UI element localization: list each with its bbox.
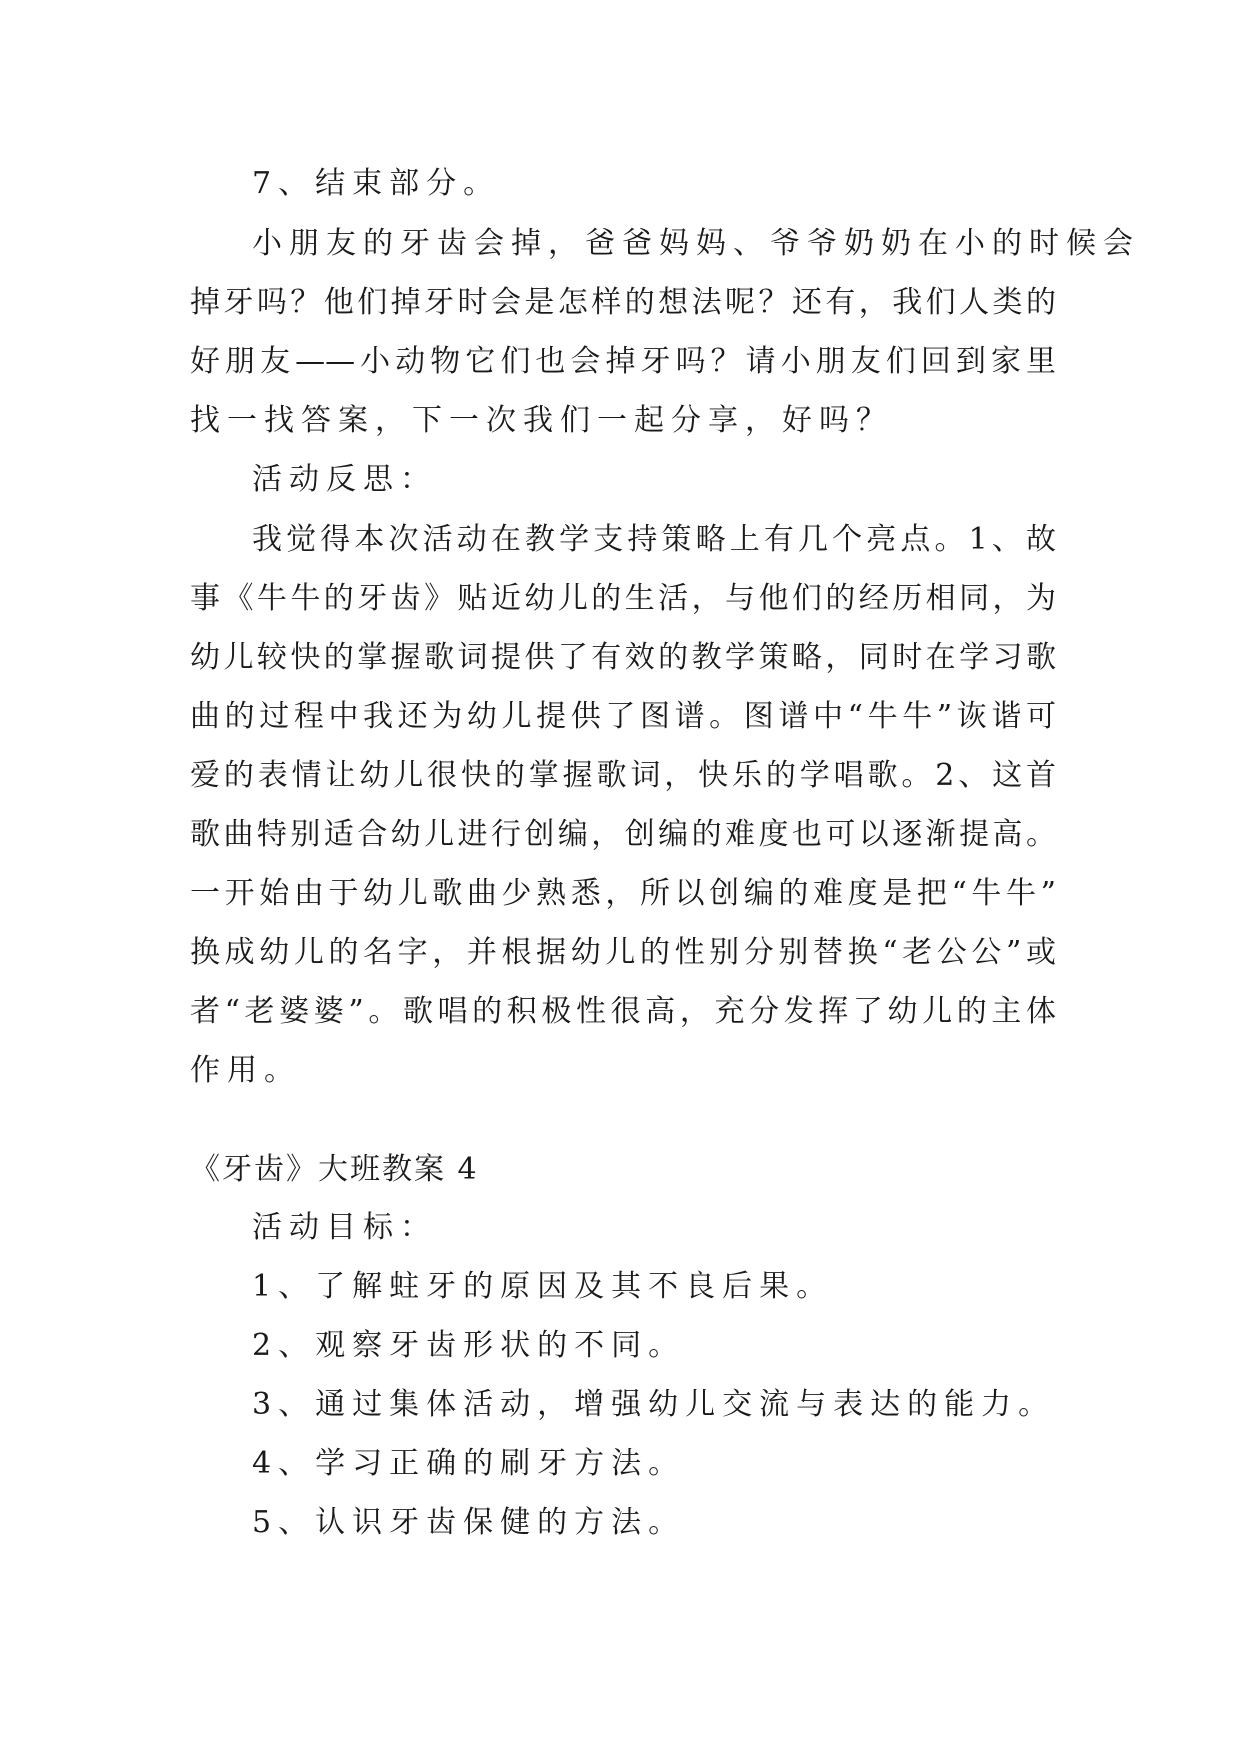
paragraph-line: 事《牛牛的牙齿》贴近幼儿的生活，与他们的经历相同，为 xyxy=(190,581,1056,616)
paragraph-line: 换成幼儿的名字，并根据幼儿的性别分别替换“老公公”或 xyxy=(190,935,1056,970)
goal-item: 2、观察牙齿形状的不同。 xyxy=(252,1328,686,1363)
paragraph-line: 爱的表情让幼儿很快的掌握歌词，快乐的学唱歌。2、这首 xyxy=(190,758,1056,793)
goal-item: 1、了解蛀牙的原因及其不良后果。 xyxy=(252,1269,834,1304)
paragraph-line: 幼儿较快的掌握歌词提供了有效的教学策略，同时在学习歌 xyxy=(190,640,1056,675)
lesson-title: 《牙齿》大班教案 4 xyxy=(190,1152,479,1187)
goal-item: 4、学习正确的刷牙方法。 xyxy=(252,1446,686,1481)
paragraph-line: 我觉得本次活动在教学支持策略上有几个亮点。1、故 xyxy=(252,522,1056,557)
section-heading-reflection: 活动反思： xyxy=(252,462,437,497)
paragraph-line: 一开始由于幼儿歌曲少熟悉，所以创编的难度是把“牛牛” xyxy=(190,876,1056,911)
section-heading-ending: 7、结束部分。 xyxy=(252,166,501,201)
goal-item: 3、通过集体活动，增强幼儿交流与表达的能力。 xyxy=(252,1387,1056,1422)
goal-item: 5、认识牙齿保健的方法。 xyxy=(252,1505,686,1540)
goals-heading: 活动目标： xyxy=(252,1210,437,1245)
paragraph-line: 好朋友——小动物它们也会掉牙吗？请小朋友们回到家里 xyxy=(190,344,1056,379)
paragraph-line: 曲的过程中我还为幼儿提供了图谱。图谱中“牛牛”诙谐可 xyxy=(190,699,1056,734)
paragraph-line: 歌曲特别适合幼儿进行创编，创编的难度也可以逐渐提高。 xyxy=(190,817,1056,852)
paragraph-line: 作用。 xyxy=(190,1053,301,1088)
paragraph-line: 者“老婆婆”。歌唱的积极性很高，充分发挥了幼儿的主体 xyxy=(190,994,1056,1029)
paragraph-line: 找一找答案，下一次我们一起分享，好吗？ xyxy=(190,403,893,438)
paragraph-line: 小朋友的牙齿会掉，爸爸妈妈、爷爷奶奶在小的时候会 xyxy=(252,226,1140,261)
paragraph-line: 掉牙吗？他们掉牙时会是怎样的想法呢？还有，我们人类的 xyxy=(190,285,1056,320)
